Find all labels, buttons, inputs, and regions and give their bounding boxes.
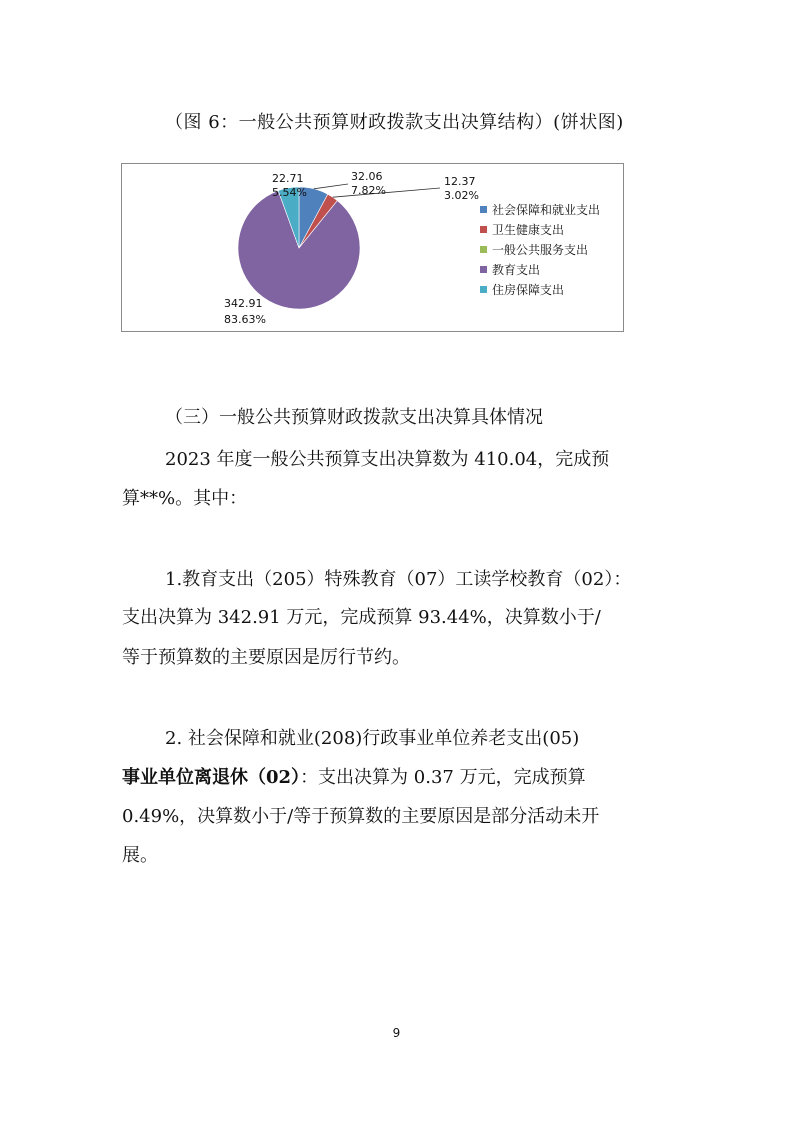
legend-swatch xyxy=(480,206,487,213)
item1-line-3: 等于预算数的主要原因是厉行节约。 xyxy=(122,647,410,668)
data-label-percent-housing: 5.54% xyxy=(272,186,307,199)
legend-swatch xyxy=(480,286,487,293)
data-label-percent-education: 83.63% xyxy=(224,313,266,326)
item2-line-2-rest: ：支出决算为 0.37 万元，完成预算 xyxy=(300,767,586,788)
item1-line-2: 支出决算为 342.91 万元，完成预算 93.44%，决算数小于/ xyxy=(122,607,601,628)
intro-line-2: 算**%。其中： xyxy=(122,488,248,509)
data-label-value-health: 12.37 xyxy=(444,175,476,188)
pie-chart xyxy=(121,163,624,332)
legend-swatch xyxy=(480,246,487,253)
leader-line-social xyxy=(314,184,348,189)
section-title: （三）一般公共预算财政拨款支出决算具体情况 xyxy=(165,407,543,428)
leader-line-health xyxy=(333,188,440,197)
legend-swatch xyxy=(480,226,487,233)
item2-line-1: 2. 社会保障和就业(208)行政事业单位养老支出(05) xyxy=(165,728,580,749)
item2-line-2-bold: 事业单位离退休（02） xyxy=(122,767,301,788)
item2-line-3: 0.49%，决算数小于/等于预算数的主要原因是部分活动未开 xyxy=(122,806,600,827)
legend-label: 教育支出 xyxy=(492,262,541,277)
legend-item-housing xyxy=(480,279,600,299)
data-label-value-social: 32.06 xyxy=(351,170,383,183)
item2-line-2 xyxy=(122,758,586,797)
intro-line-1: 2023 年度一般公共预算支出决算数为 410.04，完成预 xyxy=(165,449,610,470)
legend-label: 一般公共服务支出 xyxy=(492,242,589,257)
data-label-percent-health: 3.02% xyxy=(444,189,479,202)
item2-line-4: 展。 xyxy=(122,845,158,866)
legend-item-general xyxy=(480,239,600,259)
legend-item-health xyxy=(480,219,600,239)
item1-line-1: 1.教育支出（205）特殊教育（07）工读学校教育（02）： xyxy=(165,569,632,590)
legend-item-social xyxy=(480,199,600,219)
chart-legend xyxy=(480,199,600,299)
data-label-percent-social: 7.82% xyxy=(351,184,386,197)
data-label-value-housing: 22.71 xyxy=(272,172,304,185)
legend-label: 住房保障支出 xyxy=(492,282,565,297)
page-number: 9 xyxy=(392,1026,401,1040)
legend-swatch xyxy=(480,266,487,273)
legend-label: 卫生健康支出 xyxy=(492,222,565,237)
legend-label: 社会保障和就业支出 xyxy=(492,202,601,217)
figure-caption: （图 6：一般公共预算财政拨款支出决算结构）(饼状图) xyxy=(165,112,624,133)
data-label-value-education: 342.91 xyxy=(224,297,263,310)
legend-item-education xyxy=(480,259,600,279)
